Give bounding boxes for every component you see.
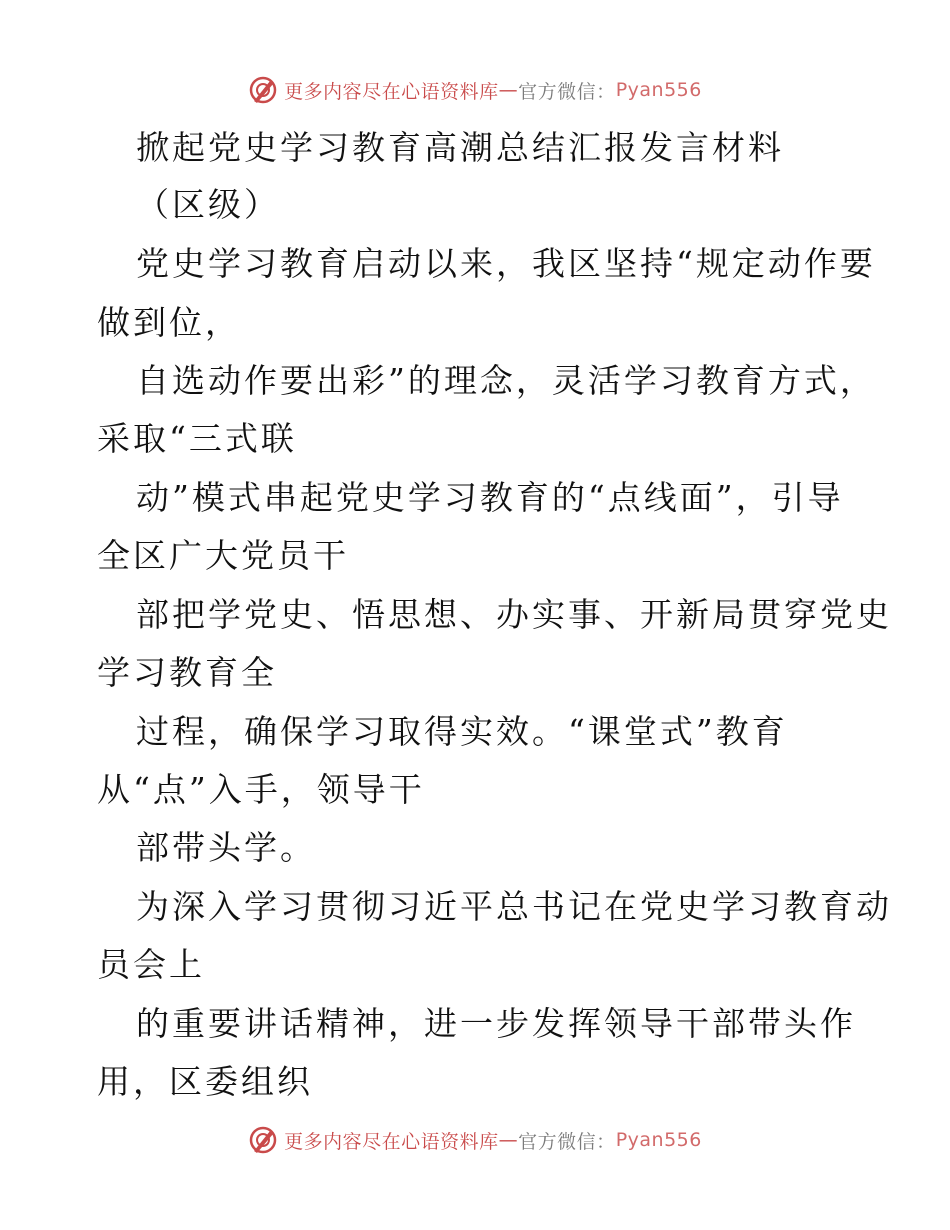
body-line: 用，区委组织	[97, 1062, 313, 1101]
body-line: 部把学党史、悟思想、办实事、开新局贯穿党史	[136, 595, 892, 634]
body-line: 全区广大党员干	[97, 536, 349, 575]
body-line: 过程，确保学习取得实效。“课堂式”教育	[136, 712, 788, 751]
document-subtitle: （区级）	[136, 185, 280, 224]
body-line: 为深入学习贯彻习近平总书记在党史学习教育动	[136, 887, 892, 926]
header-watermark	[0, 70, 950, 110]
body-line: 动”模式串起党史学习教育的“点线面”，引导	[136, 478, 844, 517]
pen-circle-logo-icon	[248, 75, 278, 105]
body-line: 党史学习教育启动以来，我区坚持“规定动作要	[136, 244, 876, 283]
document-title: 掀起党史学习教育高潮总结汇报发言材料	[136, 128, 784, 167]
watermark-account: Pyan556	[615, 1129, 702, 1151]
pen-circle-logo-icon	[248, 1125, 278, 1155]
body-line: 学习教育全	[97, 653, 277, 692]
watermark-dash: —	[498, 1129, 519, 1151]
body-line: 自选动作要出彩”的理念，灵活学习教育方式，	[136, 361, 876, 400]
body-line: 部带头学。	[136, 828, 316, 867]
body-line: 从“点”入手，领导干	[97, 770, 425, 809]
watermark-dash: —	[498, 79, 519, 101]
body-line: 采取“三式联	[97, 419, 297, 458]
body-line: 员会上	[97, 945, 205, 984]
body-line: 的重要讲话精神，进一步发挥领导干部带头作	[136, 1004, 856, 1043]
watermark-channel-text: 官方微信：	[518, 1130, 616, 1153]
footer-watermark	[0, 1120, 950, 1160]
watermark-channel-text: 官方微信：	[518, 80, 616, 103]
body-line: 做到位，	[97, 303, 241, 342]
watermark-main-text: 更多内容尽在心语资料库	[284, 80, 499, 103]
watermark-account: Pyan556	[615, 79, 702, 101]
watermark-main-text: 更多内容尽在心语资料库	[284, 1130, 499, 1153]
